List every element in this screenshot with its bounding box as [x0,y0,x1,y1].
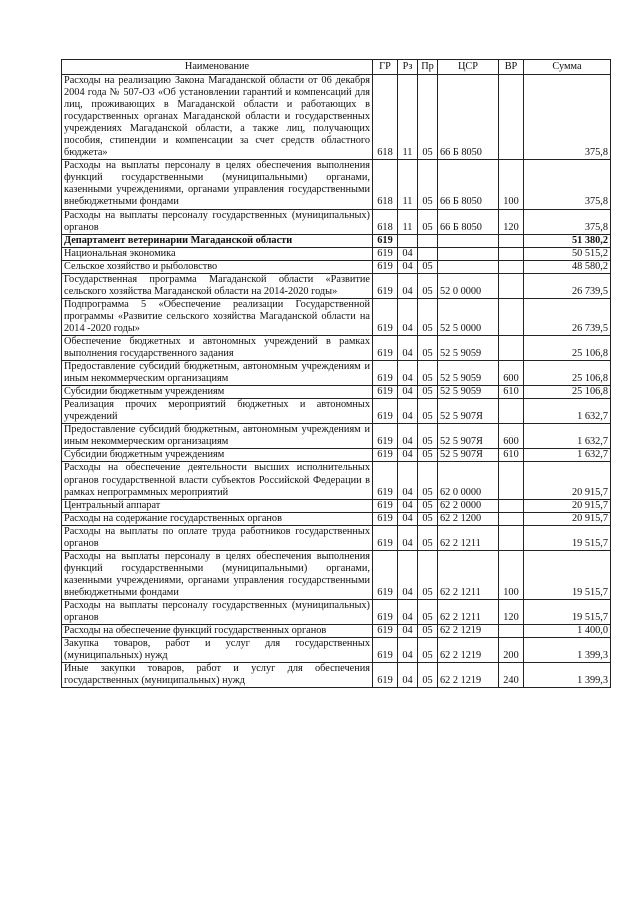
cell-vr [499,247,524,260]
cell-vr [499,399,524,424]
cell-rz: 04 [398,550,418,599]
table-row [62,663,611,688]
cell-rz: 11 [398,160,418,209]
cell-sum: 375,8 [524,209,611,234]
cell-gr: 619 [373,625,398,638]
cell-gr: 618 [373,160,398,209]
cell-vr [499,525,524,550]
cell-name: Предоставление субсидий бюджетным, автономным учреждениям и иным некоммерческим организациям [62,424,373,449]
cell-vr [499,512,524,525]
cell-gr: 619 [373,361,398,386]
cell-csr [438,234,499,247]
cell-vr [499,335,524,360]
table-header-row [62,60,611,75]
cell-sum: 20 915,7 [524,512,611,525]
document-page [61,59,610,688]
cell-sum: 1 399,3 [524,638,611,663]
cell-name: Сельское хозяйство и рыболовство [62,260,373,273]
cell-gr: 619 [373,399,398,424]
cell-vr [499,499,524,512]
cell-sum: 19 515,7 [524,525,611,550]
cell-pr: 05 [418,361,438,386]
cell-gr: 619 [373,247,398,260]
cell-vr [499,298,524,335]
cell-csr: 62 2 1219 [438,638,499,663]
cell-name: Департамент ветеринарии Магаданской области [62,234,373,247]
cell-rz: 04 [398,625,418,638]
cell-sum: 50 515,2 [524,247,611,260]
cell-rz: 04 [398,298,418,335]
cell-sum: 1 399,3 [524,663,611,688]
cell-pr: 05 [418,638,438,663]
table-row [62,424,611,449]
cell-vr [499,462,524,499]
cell-csr: 62 2 1211 [438,599,499,624]
cell-vr: 600 [499,424,524,449]
table-row [62,638,611,663]
cell-csr: 52 0 0000 [438,273,499,298]
cell-name: Предоставление субсидий бюджетным, автономным учреждениям и иным некоммерческим организациям [62,361,373,386]
cell-name: Закупка товаров, работ и услуг для государственных (муниципальных) нужд [62,638,373,663]
cell-name: Субсидии бюджетным учреждениям [62,386,373,399]
table-row [62,625,611,638]
cell-vr: 120 [499,209,524,234]
cell-rz: 04 [398,399,418,424]
table-row [62,260,611,273]
cell-name: Расходы на обеспечение деятельности высших исполнительных органов государственной власти субъектов Российской Федерации в рамках непрограммных мероприятий [62,462,373,499]
table-row [62,525,611,550]
cell-rz: 11 [398,75,418,160]
cell-gr: 618 [373,75,398,160]
table-row [62,550,611,599]
cell-gr: 619 [373,638,398,663]
cell-sum: 19 515,7 [524,599,611,624]
cell-sum: 51 380,2 [524,234,611,247]
cell-csr: 62 2 1211 [438,550,499,599]
cell-sum: 1 632,7 [524,399,611,424]
header-rz: Рз [398,60,418,75]
table-row [62,361,611,386]
cell-gr: 619 [373,335,398,360]
cell-name: Расходы на выплаты персоналу в целях обеспечения выполнения функций государственными (муниципальными) органами, казенными учреждениями, органами управления государственными внебюджетными фондами [62,550,373,599]
cell-rz: 04 [398,512,418,525]
cell-vr [499,273,524,298]
cell-name: Расходы на выплаты персоналу государственных (муниципальных) органов [62,599,373,624]
cell-sum: 25 106,8 [524,335,611,360]
cell-pr: 05 [418,449,438,462]
cell-csr [438,260,499,273]
cell-sum: 19 515,7 [524,550,611,599]
cell-pr: 05 [418,424,438,449]
cell-pr: 05 [418,512,438,525]
cell-pr: 05 [418,550,438,599]
cell-pr: 05 [418,525,438,550]
cell-pr: 05 [418,273,438,298]
cell-pr: 05 [418,625,438,638]
table-row [62,449,611,462]
cell-csr: 66 Б 8050 [438,160,499,209]
cell-gr: 619 [373,386,398,399]
cell-name: Иные закупки товаров, работ и услуг для обеспечения государственных (муниципальных) нужд [62,663,373,688]
header-gr: ГР [373,60,398,75]
cell-rz: 04 [398,361,418,386]
cell-csr: 62 2 1219 [438,625,499,638]
cell-gr: 619 [373,449,398,462]
cell-pr: 05 [418,499,438,512]
table-row [62,247,611,260]
cell-name: Расходы на реализацию Закона Магаданской области от 06 декабря 2004 года № 507-ОЗ «Об установлении гарантий и компенсаций для лиц, проживающих в Магаданской области и работающих в государственных органах Магаданской области и государственных учреждениях Магаданской области, а также лиц, получающих пособия, стипендии и компенсации за счет средств областного бюджета» [62,75,373,160]
cell-pr: 05 [418,599,438,624]
table-row [62,462,611,499]
cell-vr [499,75,524,160]
cell-sum: 1 400,0 [524,625,611,638]
cell-vr [499,260,524,273]
cell-pr: 05 [418,209,438,234]
cell-vr: 100 [499,550,524,599]
header-name: Наименование [62,60,373,75]
cell-pr: 05 [418,386,438,399]
cell-sum: 20 915,7 [524,499,611,512]
cell-vr: 240 [499,663,524,688]
cell-csr [438,247,499,260]
cell-rz: 11 [398,209,418,234]
cell-vr: 610 [499,449,524,462]
cell-rz: 04 [398,386,418,399]
cell-csr: 52 5 907Я [438,399,499,424]
cell-csr: 62 2 1211 [438,525,499,550]
cell-vr [499,234,524,247]
header-sum: Сумма [524,60,611,75]
cell-sum: 48 580,2 [524,260,611,273]
table-row [62,386,611,399]
cell-csr: 66 Б 8050 [438,75,499,160]
cell-rz: 04 [398,260,418,273]
cell-sum: 375,8 [524,160,611,209]
table-row [62,512,611,525]
cell-pr: 05 [418,335,438,360]
cell-name: Государственная программа Магаданской области «Развитие сельского хозяйства Магаданской области на 2014-2020 годы» [62,273,373,298]
cell-csr: 62 2 1200 [438,512,499,525]
cell-vr: 610 [499,386,524,399]
table-row [62,335,611,360]
header-vr: ВР [499,60,524,75]
cell-gr: 619 [373,599,398,624]
cell-gr: 619 [373,298,398,335]
cell-csr: 62 2 1219 [438,663,499,688]
cell-gr: 619 [373,234,398,247]
cell-pr: 05 [418,260,438,273]
cell-sum: 1 632,7 [524,449,611,462]
table-row [62,298,611,335]
cell-gr: 619 [373,512,398,525]
cell-name: Субсидии бюджетным учреждениям [62,449,373,462]
header-pr: Пр [418,60,438,75]
cell-gr: 619 [373,260,398,273]
cell-csr: 52 5 907Я [438,449,499,462]
cell-gr: 619 [373,273,398,298]
cell-pr: 05 [418,399,438,424]
table-row [62,499,611,512]
cell-csr: 66 Б 8050 [438,209,499,234]
cell-pr: 05 [418,75,438,160]
cell-name: Обеспечение бюджетных и автономных учреждений в рамках выполнения государственного задания [62,335,373,360]
cell-sum: 25 106,8 [524,386,611,399]
cell-vr [499,625,524,638]
cell-rz: 04 [398,525,418,550]
cell-rz: 04 [398,462,418,499]
cell-name: Подпрограмма 5 «Обеспечение реализации Государственной программы «Развитие сельского хозяйства Магаданской области на 2014 -2020 годы» [62,298,373,335]
table-row [62,234,611,247]
budget-table [61,59,611,688]
cell-pr [418,234,438,247]
cell-gr: 618 [373,209,398,234]
cell-csr: 52 5 9059 [438,361,499,386]
table-row [62,160,611,209]
cell-csr: 52 5 0000 [438,298,499,335]
table-row [62,599,611,624]
cell-pr: 05 [418,298,438,335]
cell-vr: 100 [499,160,524,209]
cell-rz: 04 [398,499,418,512]
cell-vr: 600 [499,361,524,386]
cell-gr: 619 [373,499,398,512]
cell-name: Расходы на выплаты персоналу в целях обеспечения выполнения функций государственными (муниципальными) органами, казенными учреждениями, органами управления государственными внебюджетными фондами [62,160,373,209]
cell-rz: 04 [398,638,418,663]
cell-pr [418,247,438,260]
cell-rz: 04 [398,247,418,260]
cell-sum: 1 632,7 [524,424,611,449]
table-row [62,209,611,234]
cell-sum: 26 739,5 [524,273,611,298]
cell-sum: 20 915,7 [524,462,611,499]
cell-name: Расходы на выплаты персоналу государственных (муниципальных) органов [62,209,373,234]
cell-rz: 04 [398,449,418,462]
cell-gr: 619 [373,663,398,688]
cell-csr: 52 5 9059 [438,335,499,360]
cell-name: Реализация прочих мероприятий бюджетных и автономных учреждений [62,399,373,424]
cell-name: Расходы на обеспечение функций государственных органов [62,625,373,638]
cell-name: Национальная экономика [62,247,373,260]
cell-vr: 120 [499,599,524,624]
table-row [62,75,611,160]
cell-rz: 04 [398,424,418,449]
cell-pr: 05 [418,160,438,209]
cell-gr: 619 [373,462,398,499]
table-row [62,399,611,424]
cell-gr: 619 [373,424,398,449]
cell-rz [398,234,418,247]
cell-gr: 619 [373,525,398,550]
cell-csr: 62 2 0000 [438,499,499,512]
cell-sum: 25 106,8 [524,361,611,386]
cell-csr: 52 5 907Я [438,424,499,449]
cell-csr: 52 5 9059 [438,386,499,399]
cell-name: Расходы на выплаты по оплате труда работников государственных органов [62,525,373,550]
cell-vr: 200 [499,638,524,663]
cell-sum: 26 739,5 [524,298,611,335]
cell-gr: 619 [373,550,398,599]
cell-rz: 04 [398,273,418,298]
cell-name: Центральный аппарат [62,499,373,512]
cell-rz: 04 [398,663,418,688]
table-row [62,273,611,298]
header-csr: ЦСР [438,60,499,75]
cell-sum: 375,8 [524,75,611,160]
cell-name: Расходы на содержание государственных органов [62,512,373,525]
cell-rz: 04 [398,599,418,624]
cell-csr: 62 0 0000 [438,462,499,499]
cell-pr: 05 [418,663,438,688]
cell-rz: 04 [398,335,418,360]
cell-pr: 05 [418,462,438,499]
